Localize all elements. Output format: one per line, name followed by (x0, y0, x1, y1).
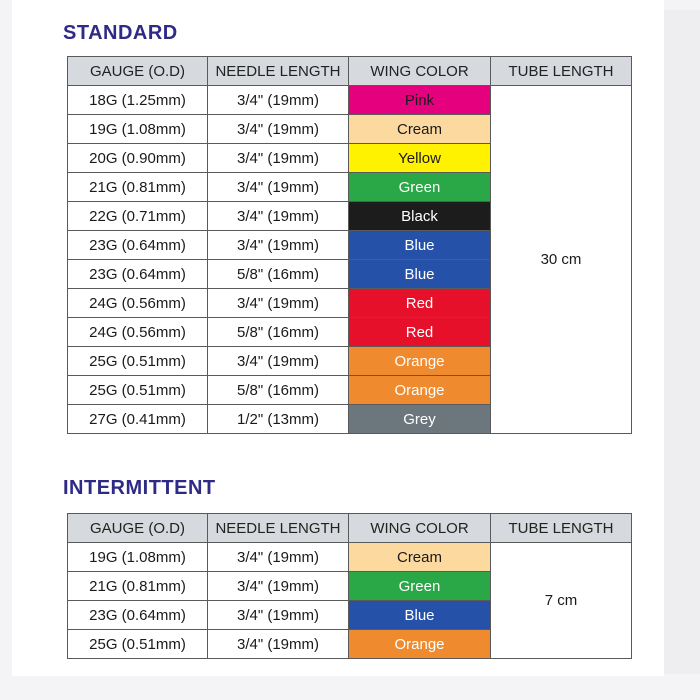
intermittent-table (67, 513, 632, 659)
needle-length-cell: 1/2" (13mm) (208, 405, 349, 434)
table-row (68, 86, 632, 115)
wing-color-cell: Black (349, 202, 491, 231)
needle-length-cell: 3/4" (19mm) (208, 231, 349, 260)
needle-length-cell: 3/4" (19mm) (208, 115, 349, 144)
gauge-cell: 23G (0.64mm) (68, 260, 208, 289)
gauge-cell: 20G (0.90mm) (68, 144, 208, 173)
page-margin-bottom (0, 676, 700, 700)
page-margin-right (664, 0, 700, 700)
gauge-cell: 21G (0.81mm) (68, 572, 208, 601)
needle-length-cell: 3/4" (19mm) (208, 572, 349, 601)
tube-length-cell: 30 cm (491, 86, 632, 434)
header-needle-length: NEEDLE LENGTH (208, 57, 349, 86)
tube-length-cell: 7 cm (491, 543, 632, 659)
gauge-cell: 27G (0.41mm) (68, 405, 208, 434)
needle-length-cell: 5/8" (16mm) (208, 260, 349, 289)
intermittent-section-title: INTERMITTENT (63, 477, 216, 499)
gauge-cell: 24G (0.56mm) (68, 289, 208, 318)
needle-length-cell: 3/4" (19mm) (208, 347, 349, 376)
header-needle-length: NEEDLE LENGTH (208, 514, 349, 543)
needle-length-cell: 5/8" (16mm) (208, 376, 349, 405)
page-margin-right-panel (664, 10, 700, 674)
wing-color-cell: Orange (349, 630, 491, 659)
header-gauge: GAUGE (O.D) (68, 57, 208, 86)
needle-length-cell: 3/4" (19mm) (208, 144, 349, 173)
needle-length-cell: 3/4" (19mm) (208, 630, 349, 659)
wing-color-cell: Grey (349, 405, 491, 434)
page-margin-left (0, 0, 12, 700)
wing-color-cell: Green (349, 572, 491, 601)
needle-length-cell: 3/4" (19mm) (208, 173, 349, 202)
wing-color-cell: Blue (349, 231, 491, 260)
wing-color-cell: Blue (349, 260, 491, 289)
needle-length-cell: 3/4" (19mm) (208, 202, 349, 231)
gauge-cell: 25G (0.51mm) (68, 376, 208, 405)
wing-color-cell: Pink (349, 86, 491, 115)
wing-color-cell: Orange (349, 376, 491, 405)
gauge-cell: 18G (1.25mm) (68, 86, 208, 115)
gauge-cell: 23G (0.64mm) (68, 231, 208, 260)
needle-length-cell: 3/4" (19mm) (208, 289, 349, 318)
needle-length-cell: 5/8" (16mm) (208, 318, 349, 347)
gauge-cell: 25G (0.51mm) (68, 347, 208, 376)
wing-color-cell: Cream (349, 115, 491, 144)
needle-length-cell: 3/4" (19mm) (208, 86, 349, 115)
table-header-row (68, 57, 632, 86)
wing-color-cell: Blue (349, 601, 491, 630)
needle-length-cell: 3/4" (19mm) (208, 601, 349, 630)
wing-color-cell: Red (349, 289, 491, 318)
wing-color-cell: Cream (349, 543, 491, 572)
wing-color-cell: Green (349, 173, 491, 202)
header-wing-color: WING COLOR (349, 57, 491, 86)
gauge-cell: 25G (0.51mm) (68, 630, 208, 659)
header-tube-length: TUBE LENGTH (491, 57, 632, 86)
standard-section-title: STANDARD (63, 22, 178, 44)
wing-color-cell: Yellow (349, 144, 491, 173)
gauge-cell: 23G (0.64mm) (68, 601, 208, 630)
gauge-cell: 19G (1.08mm) (68, 115, 208, 144)
wing-color-cell: Orange (349, 347, 491, 376)
gauge-cell: 21G (0.81mm) (68, 173, 208, 202)
needle-length-cell: 3/4" (19mm) (208, 543, 349, 572)
header-tube-length: TUBE LENGTH (491, 514, 632, 543)
gauge-cell: 22G (0.71mm) (68, 202, 208, 231)
header-wing-color: WING COLOR (349, 514, 491, 543)
wing-color-cell: Red (349, 318, 491, 347)
table-row (68, 543, 632, 572)
header-gauge: GAUGE (O.D) (68, 514, 208, 543)
standard-table (67, 56, 632, 434)
gauge-cell: 24G (0.56mm) (68, 318, 208, 347)
table-header-row (68, 514, 632, 543)
gauge-cell: 19G (1.08mm) (68, 543, 208, 572)
